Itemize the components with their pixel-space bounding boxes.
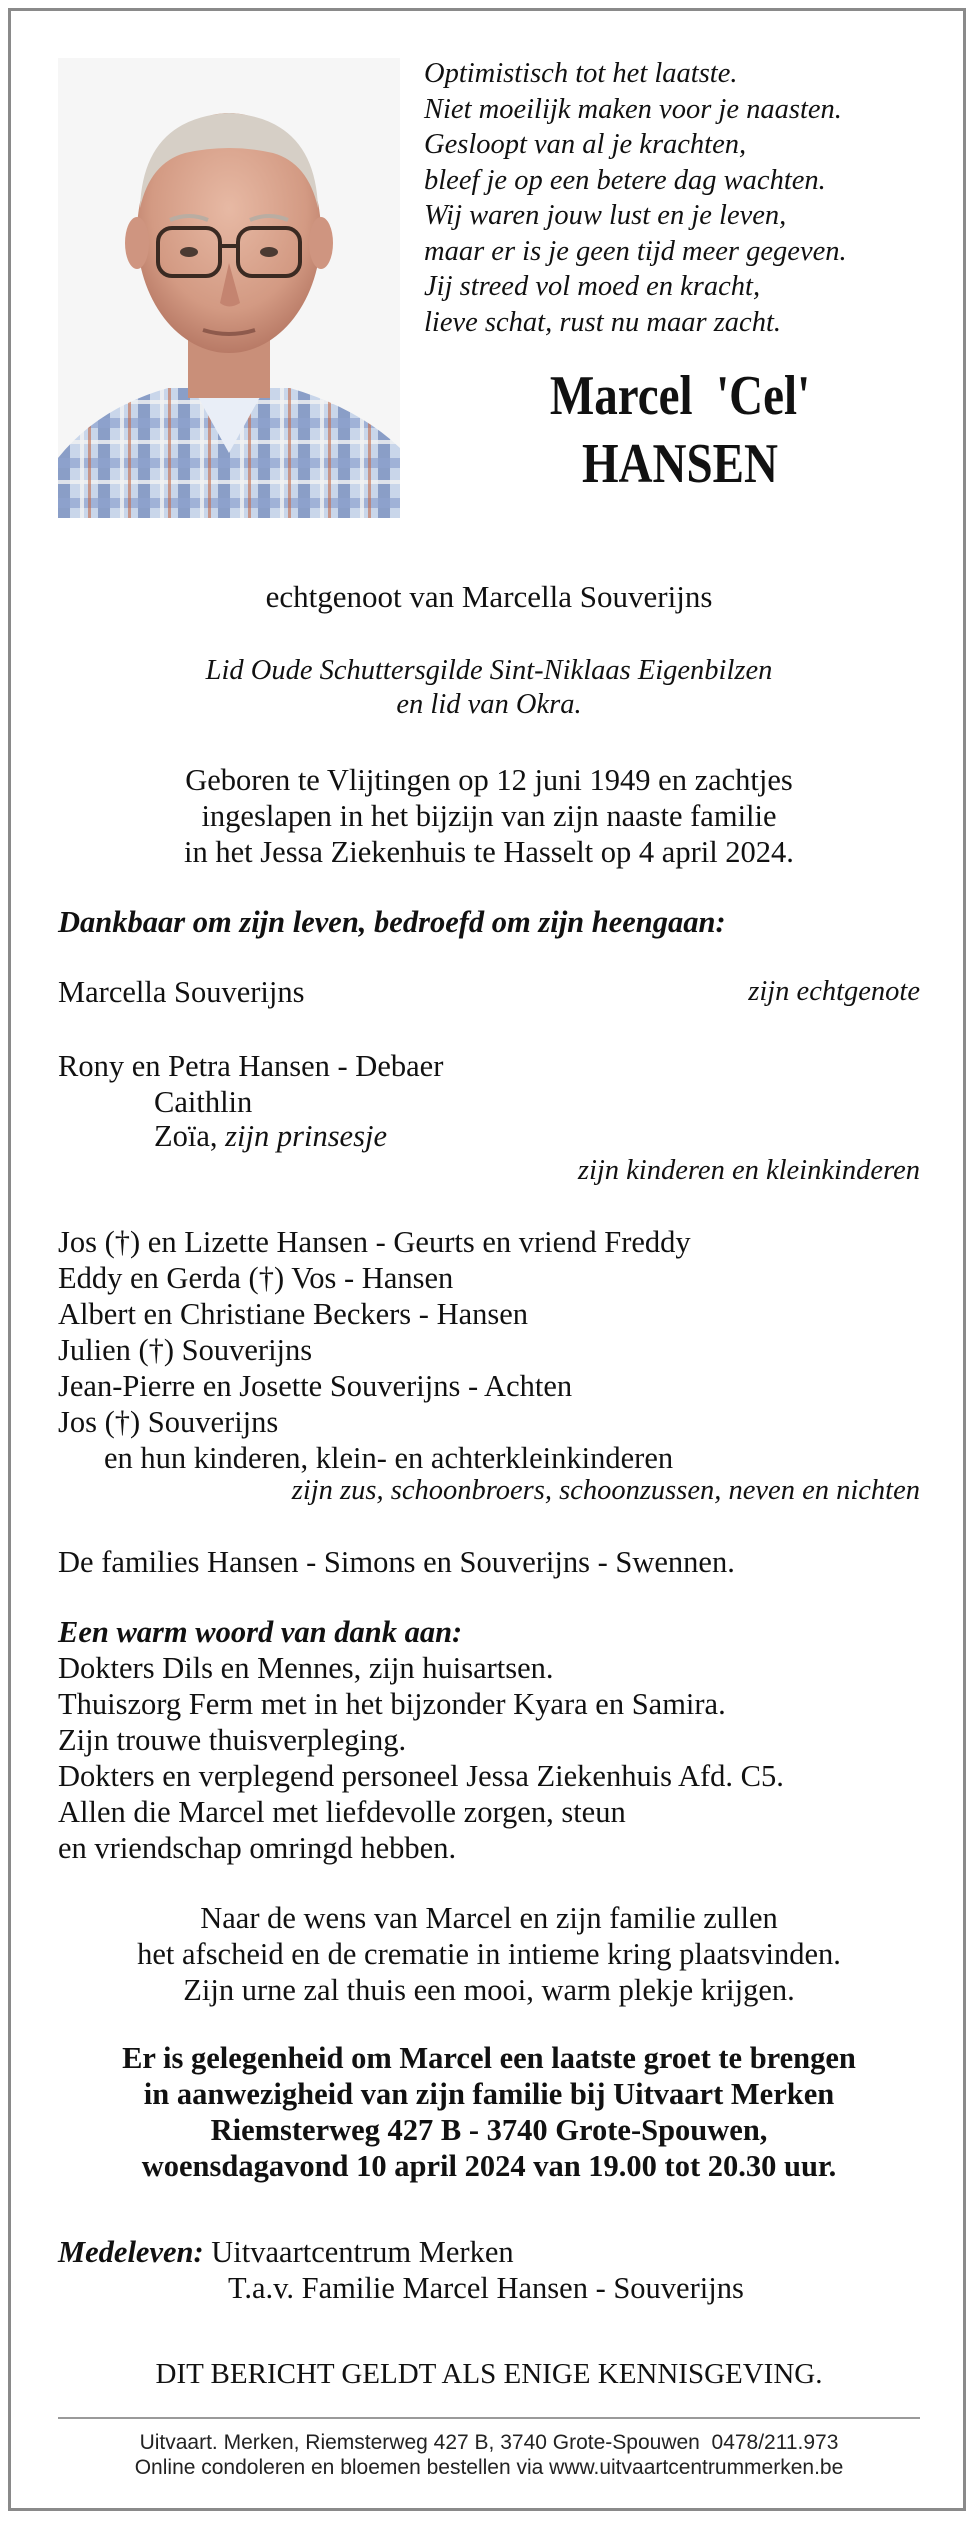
wish-line: Zijn urne zal thuis een mooi, warm plekje krijgen. [183,1973,795,2007]
birth-death-line: in het Jessa Ziekenhuis te Hasselt op 4 april 2024. [184,835,794,869]
footer-online: Online condoleren en bloemen bestellen via www.uitvaartcentrummerken.be [134,2456,844,2479]
sibling-line: Jean-Pierre en Josette Souverijns - Achten [58,1369,573,1403]
birth-death-line: Geboren te Vlijtingen op 12 juni 1949 en zachtjes [185,763,793,797]
poem-line: bleef je op een betere dag wachten. [424,164,826,196]
children-relation: zijn kinderen en kleinkinderen [577,1155,920,1186]
greeting-line: Riemsterweg 427 B - 3740 Grote-Spouwen, [210,2113,768,2147]
memberships [58,654,920,722]
thanks-line: en vriendschap omringd hebben. [58,1831,457,1865]
spouse-relation: zijn echtgenote [748,976,920,1007]
siblings-list [58,1224,691,1440]
spouse-name: Marcella Souverijns [58,975,305,1009]
birth-death-text [58,762,920,870]
sibling-line: Albert en Christiane Beckers - Hansen [58,1297,529,1331]
thanks-line: Allen die Marcel met liefdevolle zorgen, steun [58,1795,626,1829]
footer-address: Uitvaart. Merken, Riemsterweg 427 B, 3740 Grote-Spouwen 0478/211.973 [139,2431,839,2454]
poem-line: Gesloopt van al je krachten, [424,129,747,160]
children-parents: Rony en Petra Hansen - Debaer [58,1049,444,1083]
grandchild-zoia-note: zijn prinsesje [225,1119,387,1153]
wish-line: het afscheid en de crematie in intieme kring plaatsvinden. [137,1937,841,1971]
grandchild-zoia [154,1118,387,1154]
poem-line: lieve schat, rust nu maar zacht. [424,306,782,338]
thanks-line: Zijn trouwe thuisverpleging. [58,1723,407,1757]
sibling-line: Jos (†) en Lizette Hansen - Geurts en vriend Freddy [58,1225,691,1259]
membership-line: en lid van Okra. [396,689,582,720]
deceased-last-name: HANSEN [581,433,779,495]
sibling-line: Julien (†) Souverijns [58,1333,313,1367]
sibling-line: Eddy en Gerda (†) Vos - Hansen [58,1261,454,1295]
greeting-info [58,2040,920,2184]
wish-line: Naar de wens van Marcel en zijn familie zullen [200,1901,778,1935]
condolences-line2: T.a.v. Familie Marcel Hansen - Souverijns [228,2271,744,2305]
greeting-line: in aanwezigheid van zijn familie bij Uitvaart Merken [143,2077,835,2111]
condolences-line1: Uitvaartcentrum Merken [203,2235,514,2269]
thanks-line: Dokters Dils en Mennes, zijn huisartsen. [58,1651,554,1685]
condolences [58,2234,514,2270]
condolences-label: Medeleven: [58,2235,204,2269]
poem [424,56,944,340]
portrait-illustration [58,58,400,518]
poem-line: Wij waren jouw lust en je leven, [424,200,787,231]
greeting-line: Er is gelegenheid om Marcel een laatste groet te brengen [122,2041,856,2075]
siblings-descendants: en hun kinderen, klein- en achterkleinkinderen [104,1441,674,1475]
thanks-line: Dokters en verplegend personeel Jessa Ziekenhuis Afd. C5. [58,1759,784,1793]
thanks-line: Thuiszorg Ferm met in het bijzonder Kyara en Samira. [58,1687,726,1721]
families-line: De families Hansen - Simons en Souverijns - Swennen. [58,1545,735,1579]
poem-line: maar er is je geen tijd meer gegeven. [424,235,847,267]
membership-line: Lid Oude Schuttersgilde Sint-Niklaas Eigenbilzen [205,655,773,686]
poem-line: Jij streed vol moed en kracht, [424,271,761,302]
poem-line: Optimistisch tot het laatste. [424,58,738,89]
poem-line: Niet moeilijk maken voor je naasten. [424,93,842,125]
spouse-line: echtgenoot van Marcella Souverijns [265,579,713,614]
thanks-list [58,1650,784,1866]
portrait-photo [58,58,400,518]
siblings-relation: zijn zus, schoonbroers, schoonzussen, neven en nichten [291,1475,920,1506]
thanks-heading: Een warm woord van dank aan: [58,1615,463,1649]
birth-death-line: ingeslapen in het bijzijn van zijn naaste familie [201,799,777,833]
wish-text [58,1900,920,2008]
footer-divider [58,2417,920,2419]
grandchild-caithlin: Caithlin [154,1085,253,1119]
sibling-line: Jos (†) Souverijns [58,1405,279,1439]
grateful-heading: Dankbaar om zijn leven, bedroefd om zijn heengaan: [58,905,726,939]
deceased-first-name: Marcel 'Cel' [549,365,811,427]
sole-notice: DIT BERICHT GELDT ALS ENIGE KENNISGEVING. [155,2358,823,2390]
greeting-line: woensdagavond 10 april 2024 van 19.00 tot 20.30 uur. [141,2149,837,2183]
grandchild-zoia-name: Zoïa, [154,1119,226,1153]
footer [58,2430,920,2480]
deceased-name [462,362,899,498]
